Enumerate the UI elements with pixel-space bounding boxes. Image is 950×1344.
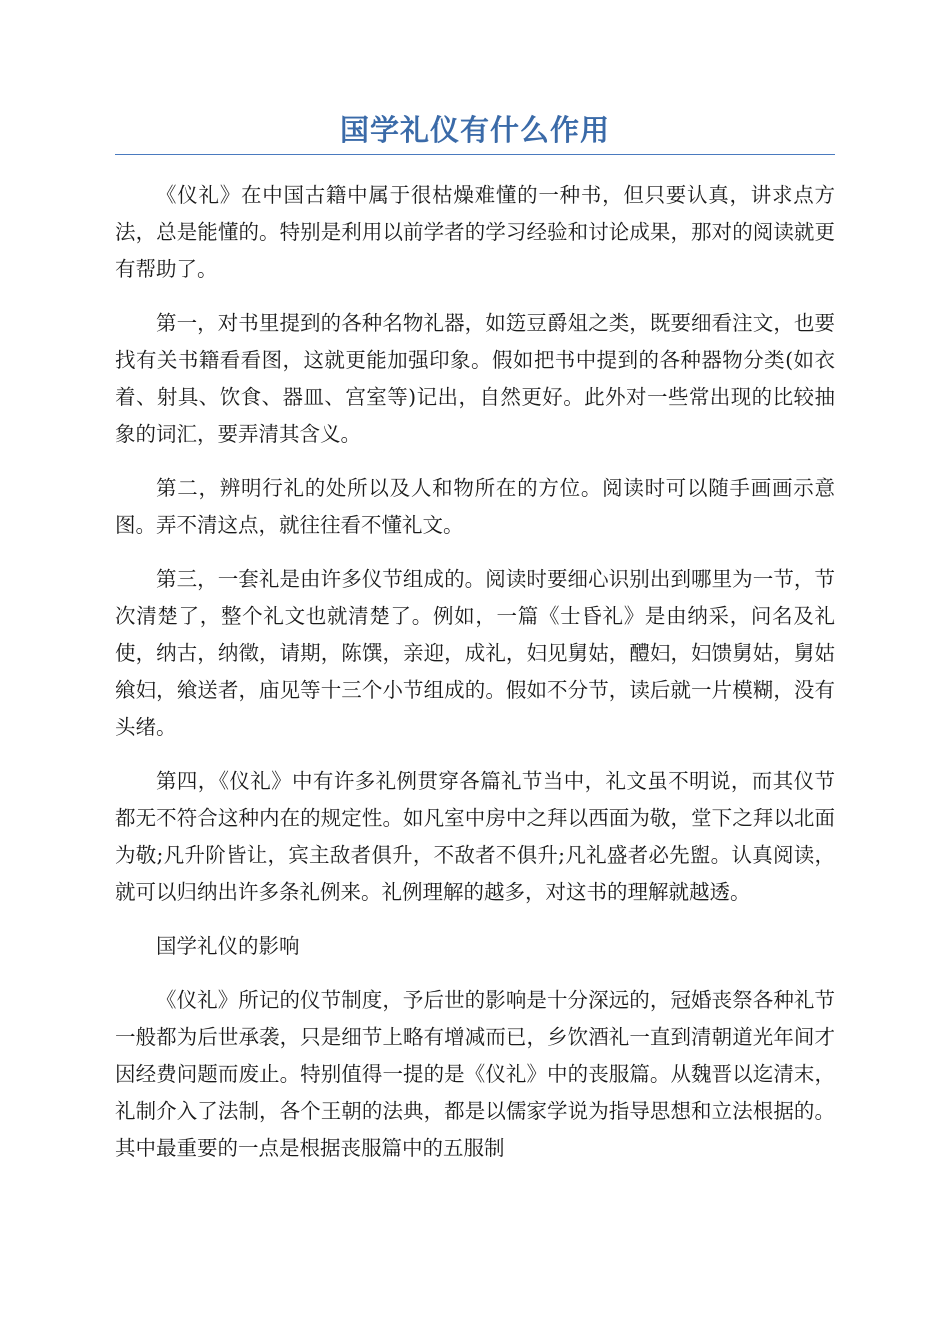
section-heading-influence: 国学礼仪的影响 — [156, 934, 300, 958]
paragraph-first-point: 第一，对书里提到的各种名物礼器，如笾豆爵俎之类，既要细看注文，也要找有关书籍看看图，这就更能加强印象。假如把书中提到的各种器物分类(如衣着、射具、饮食、器皿、宫室等)记出，自然更好。此外对一些常出现的比较抽象的词汇，要弄清其含义。 — [115, 311, 835, 446]
document-title: 国学礼仪有什么作用 — [339, 113, 610, 147]
title-underline — [115, 154, 835, 155]
paragraph-second-point: 第二，辨明行礼的处所以及人和物所在的方位。阅读时可以随手画画示意图。弄不清这点，就往往看不懂礼文。 — [115, 476, 835, 537]
paragraph-fourth-point: 第四，《仪礼》中有许多礼例贯穿各篇礼节当中，礼文虽不明说，而其仪节都无不符合这种内在的规定性。如凡室中房中之拜以西面为敬，堂下之拜以北面为敬;凡升阶皆让，宾主敌者俱升，不敌者不俱升;凡礼盛者必先盥。认真阅读，就可以归纳出许多条礼例来。礼例理解的越多，对这书的理解就越透。 — [115, 769, 835, 904]
paragraph-intro: 《仪礼》在中国古籍中属于很枯燥难懂的一种书，但只要认真，讲求点方法，总是能懂的。特别是利用以前学者的学习经验和讨论成果，那对的阅读就更有帮助了。 — [115, 183, 835, 281]
document-page — [115, 108, 835, 1184]
paragraph-influence: 《仪礼》所记的仪节制度，予后世的影响是十分深远的，冠婚丧祭各种礼节一般都为后世承袭，只是细节上略有增减而已，乡饮酒礼一直到清朝道光年间才因经费问题而废止。特别值得一提的是《仪礼》中的丧服篇。从魏晋以迄清末，礼制介入了法制，各个王朝的法典，都是以儒家学说为指导思想和立法根据的。其中最重要的一点是根据丧服篇中的五服制 — [115, 988, 835, 1160]
paragraph-third-point: 第三，一套礼是由许多仪节组成的。阅读时要细心识别出到哪里为一节，节次清楚了，整个礼文也就清楚了。例如，一篇《士昏礼》是由纳采，问名及礼使，纳古，纳徵，请期，陈馔，亲迎，成礼，妇见舅姑，醴妇，妇馈舅姑，舅姑飨妇，飨送者，庙见等十三个小节组成的。假如不分节，读后就一片模糊，没有头绪。 — [115, 567, 835, 739]
